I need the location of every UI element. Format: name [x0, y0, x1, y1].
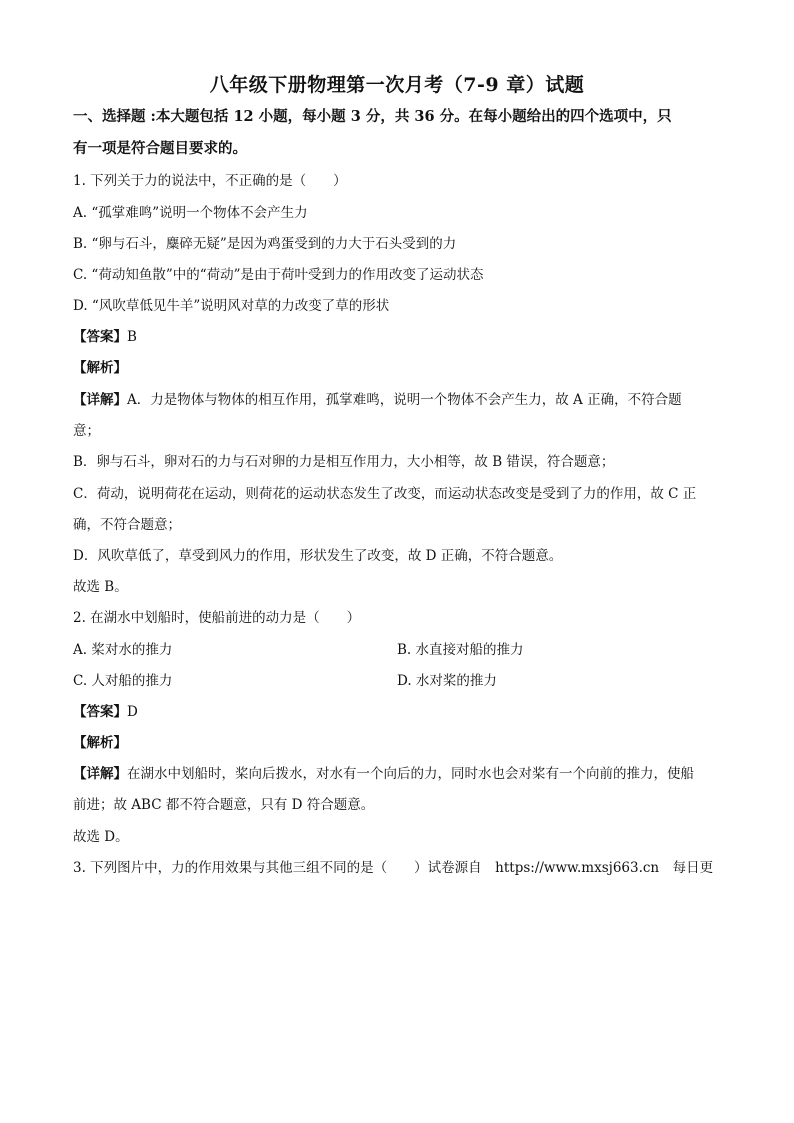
- q1-answer: B: [127, 329, 137, 345]
- q2-answer-tag: 【答案】: [73, 704, 127, 720]
- q2-option-a: A. 桨对水的推力: [73, 642, 173, 658]
- section-heading-line-1: 一、选择题 :本大题包括 12 小题，每小题 3 分，共 36 分。在每小题给出的四个选项中，只: [73, 108, 672, 125]
- page-title: 八年级下册物理第一次月考（7-9 章）试题: [209, 74, 585, 96]
- q1-answer-tag: 【答案】: [73, 329, 127, 345]
- q2-option-b: B. 水直接对船的推力: [397, 642, 524, 658]
- q2-detail-line-1: [73, 765, 694, 783]
- q1-analysis-tag: 【解析】: [73, 360, 127, 376]
- q2-analysis-tag: 【解析】: [73, 735, 127, 751]
- section-heading-line-2: 有一项是符合题目要求的。: [73, 140, 247, 157]
- q1-detail-line-4: C．荷动，说明荷花在运动，则荷花的运动状态发生了改变，而运动状态改变是受到了力的作用，故 C 正: [73, 486, 697, 502]
- q1-detail-line-5: 确，不符合题意；: [73, 517, 181, 533]
- q2-stem: 2. 在湖水中划船时，使船前进的动力是（ ）: [73, 610, 361, 626]
- q2-option-d: D. 水对桨的推力: [397, 673, 497, 689]
- q2-detail-tag: 【详解】: [73, 766, 127, 782]
- q1-detail-line-6: D．风吹草低了，草受到风力的作用，形状发生了改变，故 D 正确，不符合题意。: [73, 548, 563, 564]
- q2-detail-text-1: 在湖水中划船时，桨向后拨水，对水有一个向后的力，同时水也会对桨有一个向前的推力，使船: [127, 766, 694, 782]
- q1-option-d: D. “风吹草低见牛羊”说明风对草的力改变了草的形状: [73, 298, 390, 314]
- q2-answer: D: [127, 704, 138, 720]
- q1-stem: 1. 下列关于力的说法中，不正确的是（ ）: [73, 173, 347, 189]
- q2-answer-line: [73, 703, 138, 721]
- q1-option-a: A. “孤掌难鸣”说明一个物体不会产生力: [73, 205, 308, 221]
- q1-detail-line-3: B．卵与石斗，卵对石的力与石对卵的力是相互作用力，大小相等，故 B 错误，符合题意；: [73, 454, 615, 470]
- q1-answer-line: [73, 328, 137, 346]
- q1-detail-text-1: A．力是物体与物体的相互作用，孤掌难鸣，说明一个物体不会产生力，故 A 正确，不符合题: [127, 392, 682, 408]
- q1-detail-tag: 【详解】: [73, 392, 127, 408]
- q1-detail-line-2: 意；: [73, 423, 100, 439]
- q3-stem: 3. 下列图片中，力的作用效果与其他三组不同的是（ ）试卷源自 https://www.mxsj663.cn 每日更: [73, 860, 714, 876]
- q2-conclusion: 故选 D。: [73, 829, 129, 845]
- q2-option-c: C. 人对船的推力: [73, 673, 173, 689]
- q1-conclusion: 故选 B。: [73, 579, 128, 595]
- q2-detail-line-2: 前进；故 ABC 都不符合题意，只有 D 符合题意。: [73, 797, 375, 813]
- q1-option-b: B. “卵与石斗，麋碎无疑”是因为鸡蛋受到的力大于石头受到的力: [73, 236, 457, 252]
- q1-option-c: C. “荷动知鱼散”中的“荷动”是由于荷叶受到力的作用改变了运动状态: [73, 267, 484, 283]
- q1-detail-line-1: [73, 391, 682, 409]
